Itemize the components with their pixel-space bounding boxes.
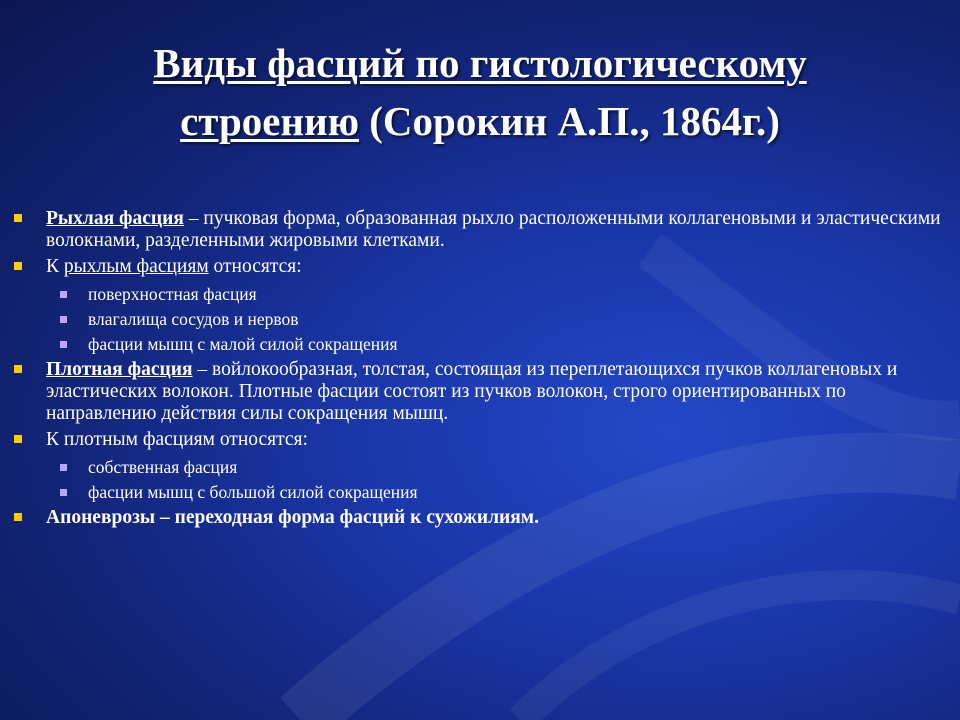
square-sub-bullet-icon — [60, 316, 67, 323]
square-sub-bullet-icon — [60, 291, 67, 298]
loose-types-prefix: К — [46, 256, 64, 277]
sub-item — [8, 480, 952, 505]
sub-item — [8, 307, 952, 332]
list-item-loose-types — [8, 256, 952, 278]
sub-item — [8, 455, 952, 480]
list-item-aponeurosis — [8, 507, 952, 529]
square-bullet-icon — [14, 435, 22, 443]
square-bullet-icon — [14, 513, 22, 521]
sub-item-label: влагалища сосудов и нервов — [88, 309, 299, 329]
title-line-2 — [40, 92, 920, 150]
square-sub-bullet-icon — [60, 464, 67, 471]
square-sub-bullet-icon — [60, 489, 67, 496]
loose-types-underlined: рыхлым фасциям — [63, 256, 209, 277]
bullet-list — [8, 208, 952, 533]
slide-title — [40, 34, 920, 150]
loose-types-suffix: относятся: — [208, 256, 302, 277]
term-loose-fascia: Рыхлая фасция — [46, 208, 184, 229]
sub-item — [8, 332, 952, 357]
list-item-loose-fascia — [8, 208, 952, 252]
sub-item-label: собственная фасция — [88, 457, 238, 477]
dense-types-label: К плотным фасциям относятся: — [46, 429, 308, 450]
square-sub-bullet-icon — [60, 341, 67, 348]
sub-item-label: фасции мышц с большой силой сокращения — [88, 482, 418, 502]
list-item-dense-fascia — [8, 359, 952, 425]
square-bullet-icon — [14, 214, 22, 222]
sub-item — [8, 282, 952, 307]
sub-item-label: фасции мышц с малой силой сокращения — [88, 334, 398, 354]
list-item-dense-types — [8, 429, 952, 451]
aponeurosis-text: Апоневрозы – переходная форма фасций к сухожилиям. — [46, 507, 539, 528]
title-line-1: Виды фасций по гистологическому — [153, 40, 807, 86]
title-underlined-word: строению — [180, 98, 360, 144]
sub-item-label: поверхностная фасция — [88, 284, 257, 304]
definition-dense-fascia: – войлокообразная, толстая, состоящая из переплетающихся пучков коллагеновых и эластических волокон. Плотные фасции состоят из пучков волокон, строго ориентированных по направлению действия силы сокращения мышц. — [46, 359, 898, 424]
square-bullet-icon — [14, 365, 22, 373]
square-bullet-icon — [14, 262, 22, 270]
term-dense-fascia: Плотная фасция — [46, 359, 193, 380]
definition-loose-fascia: – пучковая форма, образованная рыхло расположенными коллагеновыми и эластическими волокнами, разделенными жировыми клетками. — [46, 208, 941, 251]
title-author-year: (Сорокин А.П., 1864г.) — [359, 98, 780, 144]
